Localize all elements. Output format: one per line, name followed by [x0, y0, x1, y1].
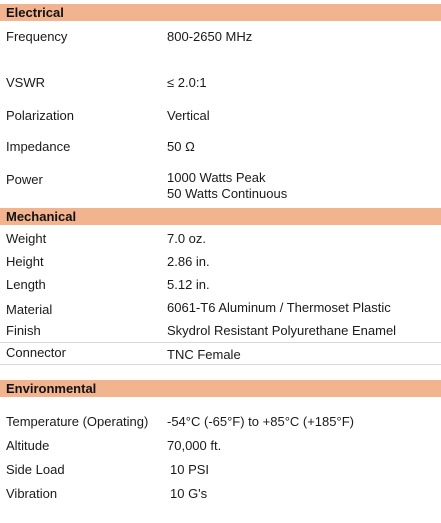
spec-value-frequency: 800-2650 MHz — [167, 29, 253, 44]
section-header-environmental: Environmental — [0, 380, 441, 397]
spec-label-length: Length — [6, 277, 46, 292]
spec-label-frequency: Frequency — [6, 29, 68, 44]
spec-value-temperature: -54°C (-65°F) to +85°C (+185°F) — [167, 414, 354, 429]
spec-label-vibration: Vibration — [6, 486, 58, 501]
spec-value-connector: TNC Female — [167, 347, 241, 362]
spec-label-polarization: Polarization — [6, 108, 74, 123]
spec-label-power: Power — [6, 172, 43, 187]
spec-value-power-continuous: 50 Watts Continuous — [167, 186, 288, 201]
spec-value-weight: 7.0 oz. — [167, 231, 207, 246]
spec-label-side-load: Side Load — [6, 462, 65, 477]
spec-value-altitude: 70,000 ft. — [167, 438, 222, 453]
spec-label-vswr: VSWR — [6, 75, 45, 90]
spec-label-altitude: Altitude — [6, 438, 50, 453]
spec-value-side-load: 10 PSI — [170, 462, 210, 477]
spec-label-material: Material — [6, 302, 53, 317]
spec-label-height: Height — [6, 254, 44, 269]
spec-label-temperature: Temperature (Operating) — [6, 414, 149, 429]
spec-label-impedance: Impedance — [6, 139, 71, 154]
spec-value-power-peak: 1000 Watts Peak — [167, 170, 266, 185]
row-divider — [0, 364, 441, 365]
spec-value-length: 5.12 in. — [167, 277, 210, 292]
spec-label-finish: Finish — [6, 323, 41, 338]
spec-value-polarization: Vertical — [167, 108, 210, 123]
spec-value-height: 2.86 in. — [167, 254, 210, 269]
spec-label-connector: Connector — [6, 345, 66, 360]
row-divider — [0, 342, 441, 343]
spec-value-vibration: 10 G's — [170, 486, 208, 501]
spec-value-vswr: ≤ 2.0:1 — [167, 75, 207, 90]
spec-value-material: 6061-T6 Aluminum / Thermoset Plastic — [167, 300, 391, 315]
spec-label-weight: Weight — [6, 231, 47, 246]
section-header-mechanical: Mechanical — [0, 208, 441, 225]
spec-value-finish: Skydrol Resistant Polyurethane Enamel — [167, 323, 397, 338]
spec-value-impedance: 50 Ω — [167, 139, 195, 154]
section-header-electrical: Electrical — [0, 4, 441, 21]
